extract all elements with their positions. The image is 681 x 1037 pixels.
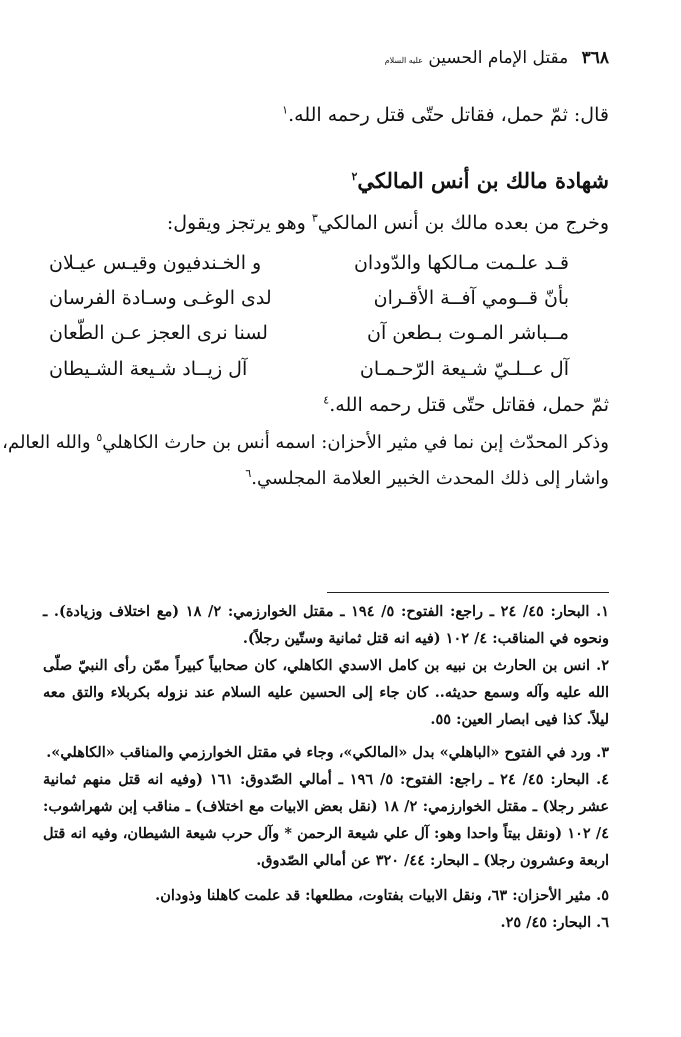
poem-verse xyxy=(49,322,609,352)
verse-first-half: بأنّ قــومي آفــة الأقـران xyxy=(373,287,569,309)
section-heading xyxy=(352,168,610,193)
footnote-3: ٣. ورد في الفتوح «الباهلي» بدل «المالكي»، وجاء في مقتل الخوارزمي والمناقب «الكاهلي». xyxy=(46,744,609,761)
narration-part1: وخرج من بعده مالك بن أنس المالكي xyxy=(317,212,609,234)
mention-text-a: وذكر المحدّث إبن نما في مثير الأحزان: اسمه أنس بن حارث الكاهلي xyxy=(102,432,609,453)
verse-second-half: لدى الوغـى وسـادة الفرسان xyxy=(49,287,272,309)
verse-second-half: آل زيــاد شـيعة الشـيطان xyxy=(49,358,248,380)
section-title: شهادة مالك بن أنس المالكي xyxy=(357,168,609,193)
page-header xyxy=(385,48,609,68)
footnote-ref: ٢ xyxy=(351,170,358,183)
book-title: مقتل الإمام الحسين xyxy=(428,48,569,68)
poem-verse xyxy=(49,358,609,388)
verse-first-half: مــباشر المـوت بـطعن آن xyxy=(367,322,569,344)
verse-second-half: و الخـندفيون وقيـس عيـلان xyxy=(49,252,262,274)
footnote-ref: ٣ xyxy=(311,211,318,225)
poem-verse xyxy=(49,287,609,317)
after-poem-text: ثمّ حمل، فقاتل حتّى قتل رحمه الله. xyxy=(329,394,609,416)
narration-line xyxy=(167,212,609,234)
mention-text-b: والله العالم، xyxy=(2,432,91,453)
footnote-5: ٥. مثير الأحزان: ٦٣، ونقل الابيات بفتاوت، مطلعها: قد علمت كاهلنا وذودان. xyxy=(155,887,609,904)
footnote-ref: ١ xyxy=(282,103,289,117)
honorific-mark: عليه السلام xyxy=(384,56,423,65)
mention-line-2 xyxy=(245,468,609,489)
verse-second-half: لسنا نرى العجز عـن الطّعان xyxy=(49,322,268,344)
verse-first-half: قـد علـمت مـالكها والدّودان xyxy=(353,252,569,274)
mention-text-c: واشار إلى ذلك المحدث الخبير العلامة المجلسي. xyxy=(251,468,609,489)
page-number: ٣٦٨ xyxy=(581,48,609,68)
verse-first-half: آل عــلـيّ شـيعة الرّحـمـان xyxy=(359,358,569,380)
footnote-4: ٤. البحار: ٤٥/ ٢٤ ـ راجع: الفتوح: ٥/ ١٩٦ ـ أمالي الصّدوق: ١٦١ (وفيه انه قتل منهم ثمانية عشر رجلا) ـ مقتل الخوارزمي: ٢/ ١٨ (نقل بعض الابيات مع اختلاف) ـ مناقب إبن شهراشوب: ٤/ ١٠٢ (ونقل بيتاً واحدا وهو: آل علي شيعة الرحمن * وآل حرب شيعة الشيطان، وفيه انه قتل اربعة وعشرون رجلا) ـ البحار: ٤٤/ ٣٢٠ عن أمالي الصّدوق. xyxy=(43,771,609,869)
intro-text: قال: ثمّ حمل، فقاتل حتّى قتل رحمه الله. xyxy=(288,104,609,126)
mention-line-1 xyxy=(2,432,609,453)
narration-part2: وهو يرتجز ويقول: xyxy=(166,212,306,234)
footnote-ref: ٦ xyxy=(245,467,252,480)
footnote-ref: ٥ xyxy=(96,431,103,444)
intro-line xyxy=(282,104,609,126)
footnote-1: ١. البحار: ٤٥/ ٢٤ ـ راجع: الفتوح: ٥/ ١٩٤ ـ مقتل الخوارزمي: ٢/ ١٨ (مع اختلاف وزيادة). ـ ونحوه في المناقب: ٤/ ١٠٢ (فيه انه قتل ثمانية وستّين رجلاً). xyxy=(43,603,609,647)
footnote-separator xyxy=(327,592,609,593)
footnote-6: ٦. البحار: ٤٥/ ٢٥. xyxy=(500,914,609,931)
footnote-2: ٢. انس بن الحارث بن نبيه بن كامل الاسدي الكاهلي، كان صحابياً كبيراً ممّن رأى النبيّ صلّى الله عليه وآله وسمع حديثه.. كان جاء إلى الحسين عليه السلام عند نزوله بكربلاء والتق معه ليلاً. كذا فيى ابصار العين: ٥٥. xyxy=(43,657,609,728)
footnote-ref: ٤ xyxy=(323,393,330,407)
poem-verse xyxy=(49,252,609,282)
after-poem-line xyxy=(323,394,609,416)
